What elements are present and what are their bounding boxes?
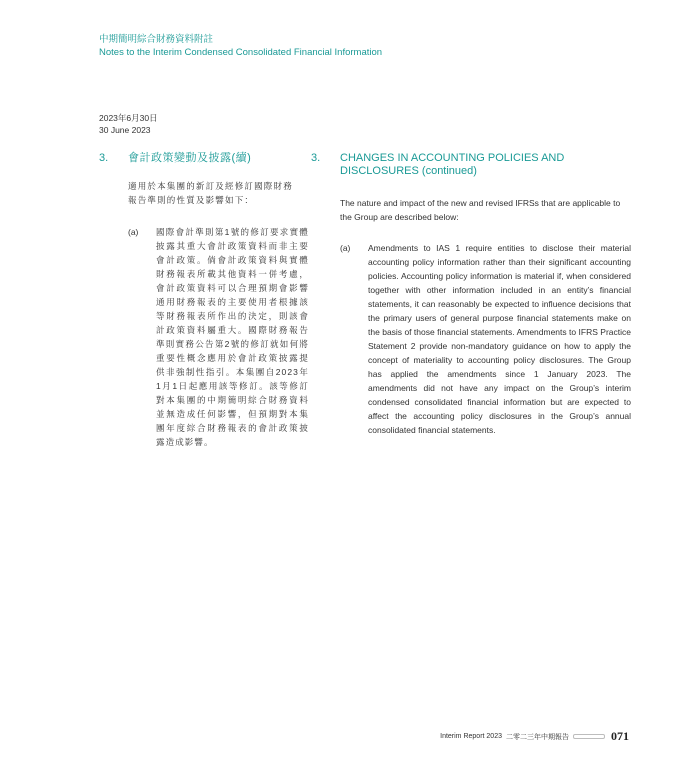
footer-divider xyxy=(573,734,605,739)
list-item-a-zh xyxy=(128,225,309,449)
running-header-zh: 中期簡明綜合財務資料附註 xyxy=(99,34,214,45)
page-footer xyxy=(440,729,629,744)
chinese-column xyxy=(99,152,309,449)
page-number: 071 xyxy=(611,729,629,743)
period-date xyxy=(99,112,158,136)
period-date-zh: 2023年6月30日 xyxy=(99,113,158,123)
footer-report-en: Interim Report 2023 xyxy=(440,733,502,740)
intro-paragraph-zh: 適用於本集團的新訂及經修訂國際財務報告準則的性質及影響如下： xyxy=(128,181,293,205)
item-label-zh: (a) xyxy=(128,227,139,237)
section-heading-en xyxy=(311,152,631,178)
section-heading-zh xyxy=(99,152,309,165)
section-number-en: 3. xyxy=(311,152,321,164)
running-header xyxy=(99,33,382,59)
section-number-zh: 3. xyxy=(99,152,109,164)
item-label-en: (a) xyxy=(340,243,351,253)
running-header-en: Notes to the Interim Condensed Consolidated Financial Information xyxy=(99,47,383,58)
footer-report-zh: 二零二三年中期報告 xyxy=(506,733,569,741)
section-title-en: CHANGES IN ACCOUNTING POLICIES AND DISCLOSURES (continued) xyxy=(340,152,565,177)
section-title-zh: 會計政策變動及披露(續) xyxy=(128,152,252,164)
intro-paragraph-en: The nature and impact of the new and revised IFRSs that are applicable to the Group are described below: xyxy=(340,198,621,222)
item-text-en: Amendments to IAS 1 require entities to disclose their material accounting policy information rather than their significant accounting policies. Accounting policy information is material if, when considered together with other information included in an entity’s financial statements, it can reasonably be expected to influence decisions that the primary users of general purpose financial statements make on the basis of those financial statements. Amendments to IFRS Practice Statement 2 provide non-mandatory guidance on how to apply the concept of materiality to accounting policy disclosures. The Group has applied the amendments since 1 January 2023. The amendments did not have any impact on the Group’s interim condensed consolidated financial information but are expected to affect the accounting policy disclosures in the Group’s annual consolidated financial statements. xyxy=(368,243,631,435)
period-date-en: 30 June 2023 xyxy=(99,125,151,135)
english-column xyxy=(311,152,631,437)
item-text-zh: 國際會計準則第1號的修訂要求實體披露其重大會計政策資料而非主要會計政策。倘會計政策資料與實體財務報表所載其他資料一併考慮，會計政策資料可以合理預期會影響通用財務報表的主要使用者根據該等財務報表所作出的決定，則該會計政策資料屬重大。國際財務報告準則實務公告第2號的修訂就如何將重要性概念應用於會計政策披露提供非強制性指引。本集團自2023年1月1日起應用該等修訂。該等修訂對本集團的中期簡明綜合財務資料並無造成任何影響，但預期對本集團年度綜合財務報表的會計政策披露造成影響。 xyxy=(156,227,309,447)
list-item-a-en xyxy=(340,241,631,437)
